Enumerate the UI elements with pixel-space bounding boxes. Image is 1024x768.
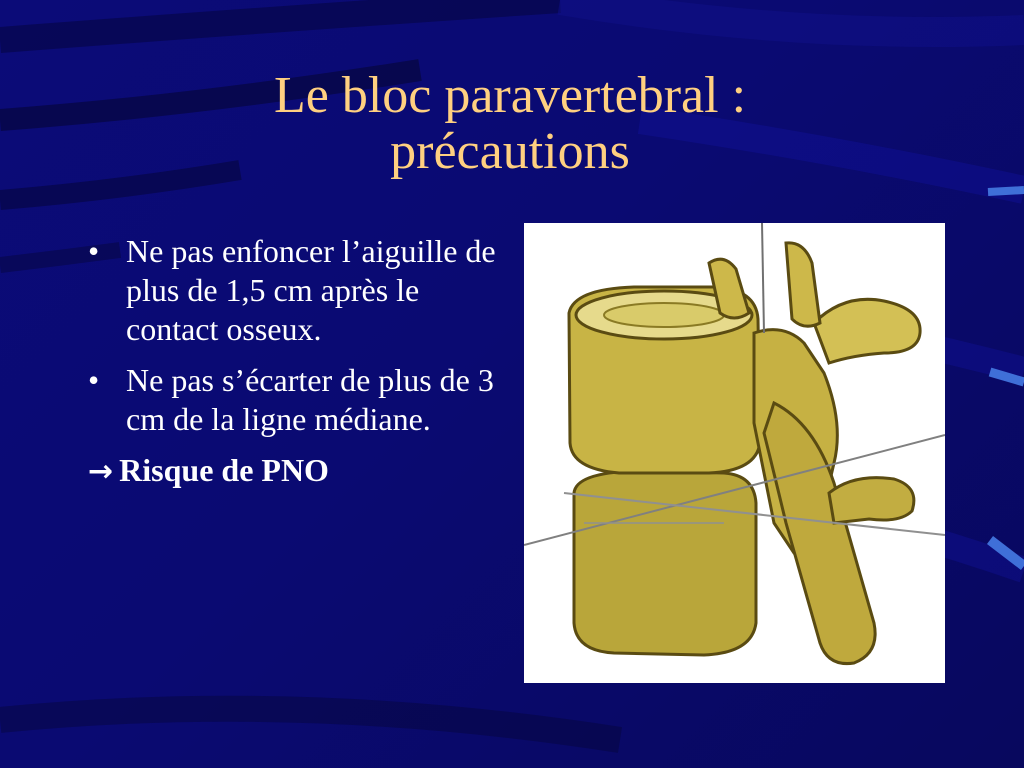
bullet-marker: • [88,362,100,398]
bullet-item [88,232,518,349]
conclusion-text: Risque de PNO [119,452,329,488]
bullet-item [88,361,518,439]
slide-title [150,68,870,180]
vertebrae-illustration-icon [524,223,945,683]
title-line-2: précautions [390,123,630,180]
bullet-marker: • [88,233,100,269]
title-line-1: Le bloc paravertebral : [273,67,747,124]
conclusion-line [88,451,518,491]
right-arrow-icon: → [88,454,114,489]
vertebrae-illustration [524,223,945,683]
bullet-text: Ne pas enfoncer l’aiguille de plus de 1,5 cm après le contact osseux. [126,233,496,347]
bullet-text: Ne pas s’écarter de plus de 3 cm de la ligne médiane. [126,362,494,437]
bullet-list [88,232,518,491]
